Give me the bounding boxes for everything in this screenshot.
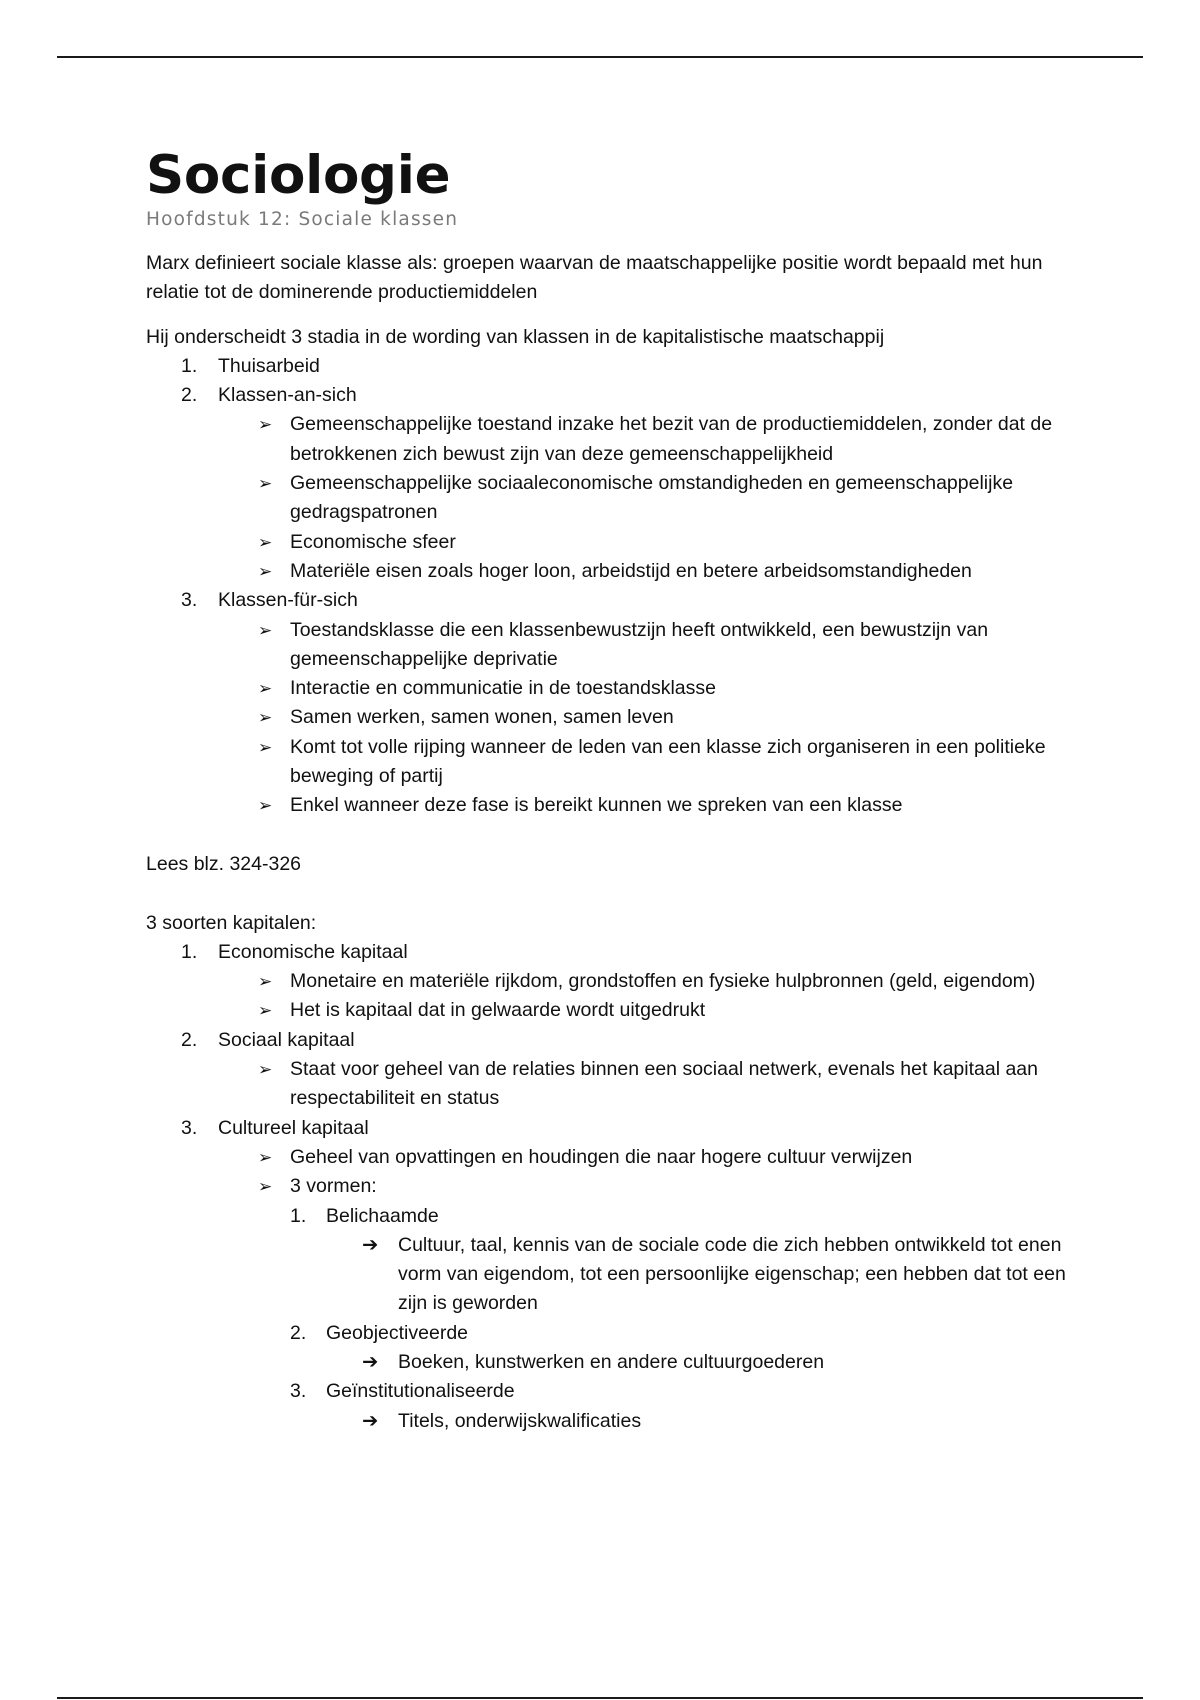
- list-number: 2.: [290, 1321, 307, 1344]
- arrowhead-bullet-icon: ➢: [258, 708, 273, 728]
- body-text: [146, 249, 1066, 1436]
- paragraph-lees: Lees blz. 324-326: [146, 852, 302, 875]
- list-item: ➢ Materiële eisen zoals hoger loon, arbeidstijd en betere arbeidsomstandigheden: [218, 557, 1066, 586]
- list-item: [146, 586, 1066, 615]
- arrowhead-bullet-icon: ➢: [258, 415, 273, 435]
- list-number: 3.: [181, 1116, 198, 1139]
- list-item: ➢ Toestandsklasse die een klassenbewustzijn heeft ontwikkeld, een bewustzijn van gemeenschappelijke deprivatie: [218, 616, 1066, 675]
- list-item: [146, 352, 1066, 381]
- list-item: ➢ Monetaire en materiële rijkdom, grondstoffen en fysieke hulpbronnen (geld, eigendom): [218, 967, 1066, 996]
- list-item-label: Klassen-an-sich: [218, 384, 357, 407]
- list-number: 3.: [290, 1380, 307, 1403]
- list-item-label: Geïnstitutionaliseerde: [326, 1380, 515, 1403]
- arrowhead-bullet-icon: ➢: [258, 1147, 273, 1167]
- arrowhead-bullet-icon: ➢: [258, 1060, 273, 1080]
- list-item: ➔ Cultuur, taal, kennis van de sociale code die zich hebben ontwikkeld tot enen vorm van eigendom, tot een persoonlijke eigenschap; een hebben dat tot een zijn is geworden: [362, 1231, 1066, 1319]
- list-item: [146, 381, 1066, 410]
- list-number: 2.: [181, 1028, 198, 1051]
- list-item: ➢ Economische sfeer: [218, 528, 1066, 557]
- list-item: [290, 1377, 1066, 1436]
- list-number: 1.: [181, 940, 198, 963]
- list-item-label: Economische kapitaal: [218, 940, 408, 963]
- right-arrow-icon: ➔: [362, 1350, 379, 1373]
- arrowhead-bullet-icon: ➢: [258, 1177, 273, 1197]
- list-item: ➢ Het is kapitaal dat in gelwaarde wordt uitgedrukt: [218, 996, 1066, 1025]
- list-item: ➢ Staat voor geheel van de relaties binnen een sociaal netwerk, evenals het kapitaal aan respectabiliteit en status: [218, 1055, 1066, 1114]
- arrow-list: [362, 1231, 1066, 1319]
- list-item: ➢ Gemeenschappelijke sociaaleconomische omstandigheden en gemeenschappelijke gedragspatronen: [218, 469, 1066, 528]
- list-item-label: Thuisarbeid: [218, 354, 320, 377]
- paragraph-stadia-intro: Hij onderscheidt 3 stadia in de wording van klassen in de kapitalistische maatschappij: [146, 325, 885, 348]
- kapitalen-list: [146, 938, 1066, 967]
- list-item-label: Cultureel kapitaal: [218, 1116, 369, 1139]
- list-item-label: Belichaamde: [326, 1204, 439, 1227]
- list-item: ➢ Samen werken, samen wonen, samen leven: [218, 703, 1066, 732]
- arrowhead-bullet-icon: ➢: [258, 679, 273, 699]
- arrowhead-bullet-icon: ➢: [258, 737, 273, 757]
- document-body: [146, 144, 1066, 1436]
- stadia-list: [146, 352, 1066, 411]
- arrow-list: [362, 1407, 1066, 1436]
- paragraph-marx-definition: Marx definieert sociale klasse als: groepen waarvan de maatschappelijke positie wordt bepaald met hun relatie tot de dominerende productiemiddelen: [146, 252, 1043, 304]
- list-item: [146, 938, 1066, 967]
- arrowhead-bullet-icon: ➢: [258, 1001, 273, 1021]
- arrowhead-bullet-icon: ➢: [258, 561, 273, 581]
- bullet-list: [218, 616, 1066, 821]
- kapitalen-list-continued: [146, 1114, 1066, 1143]
- list-item-label: Geobjectiveerde: [326, 1321, 469, 1344]
- header-rule: [57, 56, 1143, 58]
- list-item: ➢ 3 vormen:: [218, 1172, 1066, 1201]
- list-number: 1.: [290, 1204, 307, 1227]
- list-number: 1.: [181, 354, 198, 377]
- arrow-list: [362, 1348, 1066, 1377]
- arrowhead-bullet-icon: ➢: [258, 796, 273, 816]
- bullet-list: [218, 1143, 1066, 1202]
- right-arrow-icon: ➔: [362, 1233, 379, 1256]
- list-item: ➢ Gemeenschappelijke toestand inzake het bezit van de productiemiddelen, zonder dat de betrokkenen zich bewust zijn van deze gemeenschappelijkheid: [218, 410, 1066, 469]
- paragraph-kapitalen-intro: 3 soorten kapitalen:: [146, 911, 317, 934]
- list-item: ➢ Komt tot volle rijping wanneer de leden van een klasse zich organiseren in een politieke beweging of partij: [218, 733, 1066, 792]
- footer-rule: [57, 1697, 1143, 1699]
- right-arrow-icon: ➔: [362, 1409, 379, 1432]
- arrowhead-bullet-icon: ➢: [258, 532, 273, 552]
- arrowhead-bullet-icon: ➢: [258, 474, 273, 494]
- list-item-label: Sociaal kapitaal: [218, 1028, 355, 1051]
- list-item: [146, 1114, 1066, 1143]
- arrowhead-bullet-icon: ➢: [258, 620, 273, 640]
- list-item: ➢ Interactie en communicatie in de toestandsklasse: [218, 674, 1066, 703]
- list-item: ➢ Enkel wanneer deze fase is bereikt kunnen we spreken van een klasse: [218, 791, 1066, 820]
- list-item: ➔ Titels, onderwijskwalificaties: [362, 1407, 1066, 1436]
- list-item: ➔ Boeken, kunstwerken en andere cultuurgoederen: [362, 1348, 1066, 1377]
- stadia-list-continued: [146, 586, 1066, 615]
- list-item-label: Klassen-für-sich: [218, 589, 358, 612]
- bullet-list: [218, 1055, 1066, 1114]
- list-item: [290, 1319, 1066, 1378]
- document-title: Sociologie: [146, 145, 451, 206]
- list-item: ➢ Geheel van opvattingen en houdingen die naar hogere cultuur verwijzen: [218, 1143, 1066, 1172]
- list-number: 2.: [181, 384, 198, 407]
- list-item: [290, 1202, 1066, 1319]
- arrowhead-bullet-icon: ➢: [258, 972, 273, 992]
- list-number: 3.: [181, 589, 198, 612]
- vormen-list: [290, 1202, 1066, 1436]
- list-item: [146, 1026, 1066, 1055]
- bullet-list: [218, 410, 1066, 586]
- document-subtitle: Hoofdstuk 12: Sociale klassen: [146, 209, 459, 230]
- kapitalen-list-continued: [146, 1026, 1066, 1055]
- bullet-list: [218, 967, 1066, 1026]
